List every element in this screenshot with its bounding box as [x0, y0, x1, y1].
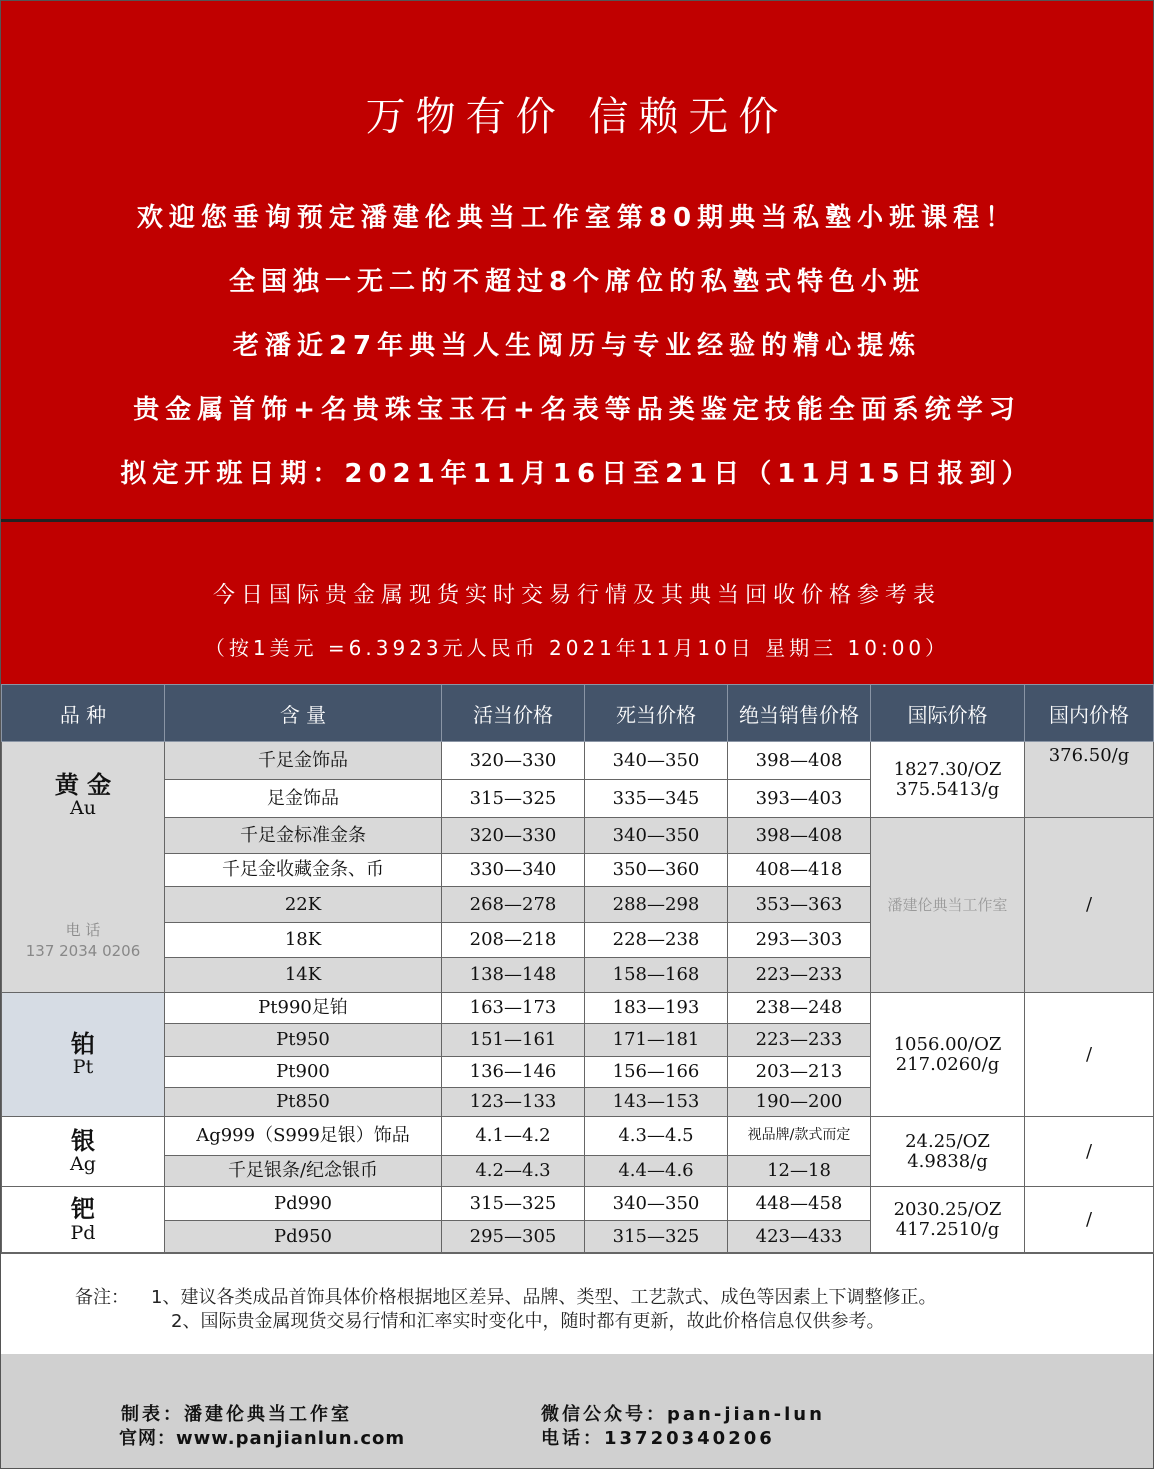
dead-cell: 143—153 [585, 1088, 728, 1117]
notes-section [1, 1252, 1153, 1355]
dead-cell: 350—360 [585, 854, 728, 887]
site-url[interactable]: www.panjianlun.com [176, 1428, 406, 1449]
site-label: 官网： [119, 1428, 176, 1449]
contact-block [2, 920, 164, 962]
contact-label: 电 话 [65, 921, 101, 939]
live-cell: 208—218 [442, 923, 585, 958]
dead-cell: 315—325 [585, 1221, 728, 1254]
item-cell: Pd990 [165, 1187, 442, 1221]
dead-cell: 228—238 [585, 923, 728, 958]
col-domestic-price: 国内价格 [1025, 685, 1154, 742]
live-cell: 295—305 [442, 1221, 585, 1254]
sale-cell: 203—213 [728, 1057, 871, 1088]
maker-name: 潘建伦典当工作室 [184, 1404, 352, 1425]
live-cell: 320—330 [442, 818, 585, 854]
item-cell: 22K [165, 887, 442, 923]
dead-cell: 156—166 [585, 1057, 728, 1088]
live-cell: 136—146 [442, 1057, 585, 1088]
dead-cell: 183—193 [585, 993, 728, 1024]
gold-bar-domestic-price: / [1025, 818, 1154, 993]
platinum-intl-g: 217.0260/g [895, 1053, 1000, 1075]
gold-intl-g: 375.5413/g [895, 778, 1000, 800]
live-cell: 330—340 [442, 854, 585, 887]
silver-domestic-price: / [1025, 1117, 1154, 1187]
item-cell: Pt950 [165, 1024, 442, 1057]
gold-name: 黄 金 [54, 771, 112, 799]
item-cell: 千足金收藏金条、币 [165, 854, 442, 887]
table-title: 今日国际贵金属现货实时交易行情及其典当回收价格参考表 [212, 583, 941, 608]
sale-cell: 398—408 [728, 742, 871, 780]
exchange-rate-line: （按1美元 =6.3923元人民币 2021年11月10日 星期三 10:00） [204, 636, 950, 660]
item-cell: 千足金标准金条 [165, 818, 442, 854]
item-cell: Pd950 [165, 1221, 442, 1254]
dead-cell: 4.3—4.5 [585, 1117, 728, 1156]
promo-line-4: 贵金属首饰+名贵珠宝玉石+名表等品类鉴定技能全面系统学习 [133, 395, 1021, 425]
col-live-price: 活当价格 [442, 685, 585, 742]
gold-category [2, 742, 165, 993]
sale-cell: 223—233 [728, 1024, 871, 1057]
live-cell: 268—278 [442, 887, 585, 923]
note-2: 2、国际贵金属现货交易行情和汇率实时变化中，随时都有更新，故此价格信息仅供参考。 [171, 1311, 885, 1332]
palladium-domestic-price: / [1025, 1187, 1154, 1254]
dead-cell: 340—350 [585, 1187, 728, 1221]
sale-cell: 190—200 [728, 1088, 871, 1117]
maker-line [121, 1400, 352, 1426]
item-cell: Ag999（S999足银）饰品 [165, 1117, 442, 1156]
live-cell: 315—325 [442, 1187, 585, 1221]
palladium-intl-g: 417.2510/g [895, 1219, 1000, 1240]
item-cell: 14K [165, 958, 442, 993]
palladium-name: 钯 [71, 1195, 95, 1224]
palladium-intl-price [871, 1187, 1025, 1254]
live-cell: 151—161 [442, 1024, 585, 1057]
sale-cell: 393—403 [728, 780, 871, 818]
sale-cell: 12—18 [728, 1156, 871, 1187]
footer [1, 1354, 1153, 1468]
silver-symbol: Ag [70, 1153, 96, 1176]
table-row [2, 818, 1154, 854]
watermark-cell: 潘建伦典当工作室 [871, 818, 1025, 993]
col-intl-price: 国际价格 [871, 685, 1025, 742]
maker-label: 制表： [121, 1404, 184, 1425]
slogan: 万物有价 信赖无价 [365, 94, 789, 140]
table-row [2, 993, 1154, 1024]
header-row [2, 685, 1154, 742]
item-cell: 18K [165, 923, 442, 958]
dead-cell: 288—298 [585, 887, 728, 923]
item-cell: Pt990足铂 [165, 993, 442, 1024]
dead-cell: 171—181 [585, 1024, 728, 1057]
col-dead-price: 死当价格 [585, 685, 728, 742]
item-cell: Pt900 [165, 1057, 442, 1088]
live-cell: 163—173 [442, 993, 585, 1024]
phone-line [541, 1424, 775, 1450]
platinum-domestic-price: / [1025, 993, 1154, 1117]
table-row [2, 742, 1154, 780]
phone-number: 13720340206 [604, 1428, 775, 1449]
silver-category [2, 1117, 165, 1187]
table-heading [1, 522, 1153, 684]
platinum-symbol: Pt [72, 1056, 94, 1079]
sale-cell: 353—363 [728, 887, 871, 923]
dead-cell: 335—345 [585, 780, 728, 818]
table-row [2, 1117, 1154, 1156]
contact-phone: 137 2034 0206 [25, 942, 141, 960]
col-content: 含 量 [165, 685, 442, 742]
sale-cell: 视品牌/款式而定 [728, 1117, 871, 1156]
table-row [2, 1187, 1154, 1221]
notes-label: 备注： [75, 1287, 129, 1308]
sale-cell: 408—418 [728, 854, 871, 887]
note-1: 1、建议各类成品首饰具体价格根据地区差异、品牌、类型、工艺款式、成色等因素上下调整修正。 [151, 1287, 937, 1308]
price-table [1, 684, 1154, 1254]
silver-intl-g: 4.9838/g [907, 1150, 988, 1172]
sale-cell: 423—433 [728, 1221, 871, 1254]
item-cell: Pt850 [165, 1088, 442, 1117]
sale-cell: 223—233 [728, 958, 871, 993]
platinum-category [2, 993, 165, 1117]
palladium-symbol: Pd [70, 1221, 96, 1244]
promo-line-5: 拟定开班日期：2021年11月16日至21日（11月15日报到） [120, 459, 1034, 489]
dead-cell: 158—168 [585, 958, 728, 993]
gold-intl-oz: 1827.30/OZ [893, 758, 1002, 780]
platinum-intl-oz: 1056.00/OZ [893, 1033, 1002, 1055]
promo-line-2: 全国独一无二的不超过8个席位的私塾式特色小班 [228, 267, 926, 297]
silver-intl-price [871, 1117, 1025, 1187]
item-cell: 足金饰品 [165, 780, 442, 818]
dead-cell: 340—350 [585, 742, 728, 780]
promo-banner [1, 1, 1153, 519]
wechat-line [541, 1400, 825, 1426]
wechat-id: pan-jian-lun [667, 1404, 825, 1425]
gold-intl-price [871, 742, 1025, 818]
sale-cell: 293—303 [728, 923, 871, 958]
sale-cell: 398—408 [728, 818, 871, 854]
wechat-label: 微信公众号： [541, 1404, 667, 1425]
silver-name: 银 [71, 1126, 95, 1155]
col-variety: 品 种 [2, 685, 165, 742]
sale-cell: 238—248 [728, 993, 871, 1024]
palladium-intl-oz: 2030.25/OZ [893, 1199, 1002, 1221]
dead-cell: 4.4—4.6 [585, 1156, 728, 1187]
promo-line-3: 老潘近27年典当人生阅历与专业经验的精心提炼 [232, 331, 922, 361]
live-cell: 138—148 [442, 958, 585, 993]
live-cell: 123—133 [442, 1088, 585, 1117]
site-line [119, 1424, 405, 1450]
gold-domestic-price: 376.50/g [1025, 742, 1154, 818]
phone-label: 电话： [541, 1428, 604, 1449]
live-cell: 315—325 [442, 780, 585, 818]
promo-line-1: 欢迎您垂询预定潘建伦典当工作室第80期典当私塾小班课程！ [136, 203, 1018, 233]
gold-symbol: Au [70, 797, 96, 820]
platinum-intl-price [871, 993, 1025, 1117]
dead-cell: 340—350 [585, 818, 728, 854]
live-cell: 4.1—4.2 [442, 1117, 585, 1156]
silver-intl-oz: 24.25/OZ [905, 1130, 990, 1152]
sale-cell: 448—458 [728, 1187, 871, 1221]
platinum-name: 铂 [71, 1029, 95, 1058]
live-cell: 320—330 [442, 742, 585, 780]
item-cell: 千足金饰品 [165, 742, 442, 780]
item-cell: 千足银条/纪念银币 [165, 1156, 442, 1187]
palladium-category [2, 1187, 165, 1254]
live-cell: 4.2—4.3 [442, 1156, 585, 1187]
col-sale-price: 绝当销售价格 [728, 685, 871, 742]
